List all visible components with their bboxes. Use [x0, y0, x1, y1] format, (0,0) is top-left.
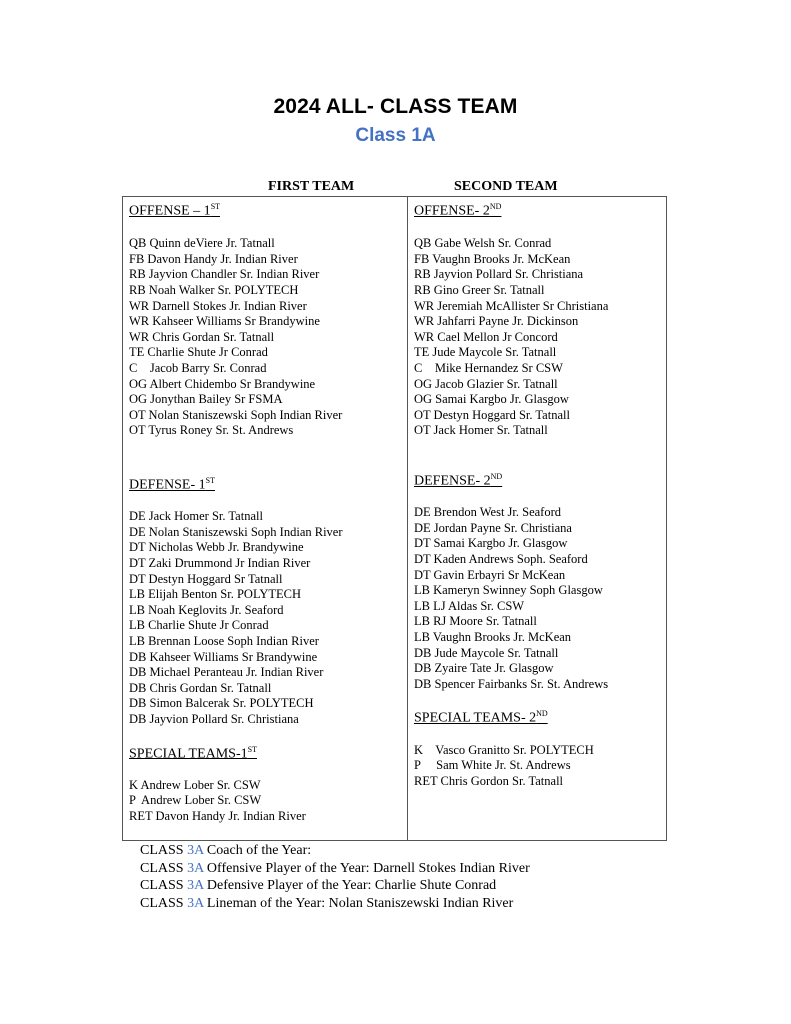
list-item: OG Albert Chidembo Sr Brandywine	[129, 376, 316, 391]
list-item: WR Cael Mellon Jr Concord	[414, 329, 558, 344]
award-line	[140, 860, 530, 878]
award-prefix: CLASS	[140, 843, 188, 858]
section-title: SPECIAL TEAMS- 2	[414, 711, 537, 726]
list-item: OT Destyn Hoggard Sr. Tatnall	[414, 407, 570, 422]
list-item: DT Zaki Drummond Jr Indian River	[129, 556, 311, 570]
list-item: FB Vaughn Brooks Jr. McKean	[414, 251, 571, 266]
list-item: WR Chris Gordan Sr. Tatnall	[129, 329, 275, 344]
first-team-column	[129, 197, 343, 825]
second-team-heading: SECOND TEAM	[454, 179, 558, 194]
award-text: Coach of the Year:	[203, 843, 312, 858]
list-item: RB Jayvion Pollard Sr. Christiana	[414, 267, 584, 282]
roster-table	[122, 196, 667, 841]
section-title: DEFENSE- 1	[129, 477, 206, 493]
list-item: DB Jayvion Pollard Sr. Christiana	[129, 711, 299, 726]
award-line	[140, 877, 530, 895]
award-text: Offensive Player of the Year: Darnell Stokes Indian River	[203, 860, 530, 876]
list-item: WR Darnell Stokes Jr. Indian River	[129, 298, 307, 313]
second-team-column	[414, 197, 608, 789]
player-list	[414, 743, 608, 790]
section-title: DEFENSE- 2	[414, 473, 491, 489]
page-subtitle: Class 1A	[355, 125, 436, 146]
list-item: LB Kameryn Swinney Soph Glasgow	[414, 583, 603, 598]
list-item: OG Jacob Glazier Sr. Tatnall	[414, 376, 558, 391]
section-heading	[129, 473, 343, 493]
list-item: DB Kahseer Williams Sr Brandywine	[129, 649, 318, 664]
player-list	[129, 509, 343, 727]
list-item: DB Chris Gordan Sr. Tatnall	[129, 680, 272, 695]
award-text: Defensive Player of the Year: Charlie Shute Conrad	[203, 878, 497, 894]
list-item: QB Quinn deViere Jr. Tatnall	[129, 236, 275, 251]
section-ordinal: ST	[210, 202, 221, 211]
section-heading	[414, 469, 608, 489]
award-class: 3A	[187, 860, 204, 876]
section-heading	[129, 199, 343, 219]
section-title: SPECIAL TEAMS-1	[129, 746, 248, 762]
column-divider	[407, 197, 408, 840]
list-item: DB Michael Peranteau Jr. Indian River	[129, 665, 324, 680]
player-list	[129, 778, 343, 825]
list-item: OT Tyrus Roney Sr. St. Andrews	[129, 423, 294, 438]
section-ordinal: ND	[490, 471, 503, 481]
player-list	[129, 236, 343, 439]
list-item: LB Elijah Benton Sr. POLYTECH	[129, 587, 302, 602]
list-item: WR Kahseer Williams Sr Brandywine	[129, 314, 320, 329]
list-item: LB LJ Aldas Sr. CSW	[414, 598, 525, 613]
section-ordinal: ST	[247, 744, 257, 754]
section-heading	[414, 706, 608, 726]
list-item: LB Charlie Shute Jr Conrad	[129, 618, 269, 633]
award-prefix: CLASS	[140, 878, 188, 894]
list-item: WR Jahfarri Payne Jr. Dickinson	[414, 314, 579, 329]
page-title: 2024 ALL- CLASS TEAM	[273, 95, 518, 118]
list-item: OT Nolan Staniszewski Soph Indian River	[129, 407, 343, 422]
list-item: LB Brennan Loose Soph Indian River	[129, 633, 319, 648]
award-class: 3A	[187, 878, 204, 894]
section-ordinal: ND	[536, 709, 548, 719]
award-class: 3A	[187, 895, 204, 911]
list-item: RB Gino Greer Sr. Tatnall	[414, 283, 545, 298]
list-item: K Andrew Lober Sr. CSW	[129, 777, 261, 792]
award-prefix: CLASS	[140, 895, 188, 911]
list-item: DT Kaden Andrews Soph. Seaford	[414, 552, 588, 566]
list-item: FB Davon Handy Jr. Indian River	[129, 251, 298, 266]
list-item: DB Jude Maycole Sr. Tatnall	[414, 645, 559, 660]
list-item: TE Jude Maycole Sr. Tatnall	[414, 345, 557, 360]
section-heading	[414, 199, 608, 219]
section-title: OFFENSE – 1	[129, 203, 211, 219]
player-list	[414, 236, 608, 439]
section-ordinal: ST	[205, 475, 215, 485]
list-item: DB Simon Balcerak Sr. POLYTECH	[129, 696, 314, 711]
list-item: DE Nolan Staniszewski Soph Indian River	[129, 524, 343, 539]
player-list	[414, 505, 608, 692]
list-item: RET Davon Handy Jr. Indian River	[129, 808, 306, 823]
list-item: TE Charlie Shute Jr Conrad	[129, 345, 268, 360]
list-item: DT Samai Kargbo Jr. Glasgow	[414, 536, 568, 551]
list-item: DE Jack Homer Sr. Tatnall	[129, 509, 263, 524]
list-item: DE Jordan Payne Sr. Christiana	[414, 520, 572, 535]
list-item: LB Vaughn Brooks Jr. McKean	[414, 629, 572, 644]
section-title: OFFENSE- 2	[414, 203, 490, 219]
list-item: QB Gabe Welsh Sr. Conrad	[414, 236, 552, 251]
section-ordinal: ND	[489, 202, 502, 211]
first-team-heading: FIRST TEAM	[268, 179, 355, 194]
list-item: RB Jayvion Chandler Sr. Indian River	[129, 267, 320, 282]
award-class: 3A	[187, 843, 204, 858]
list-item: WR Jeremiah McAllister Sr Christiana	[414, 298, 609, 313]
list-item: RB Noah Walker Sr. POLYTECH	[129, 283, 299, 298]
list-item: C Mike Hernandez Sr CSW	[414, 361, 563, 375]
list-item: C Jacob Barry Sr. Conrad	[129, 361, 267, 375]
list-item: DB Zyaire Tate Jr. Glasgow	[414, 661, 554, 676]
award-prefix: CLASS	[140, 860, 188, 876]
award-line	[140, 895, 530, 913]
award-line	[140, 842, 530, 860]
list-item: DB Spencer Fairbanks Sr. St. Andrews	[414, 676, 609, 691]
list-item: RET Chris Gordon Sr. Tatnall	[414, 773, 564, 788]
list-item: P Sam White Jr. St. Andrews	[414, 758, 571, 773]
list-item: OT Jack Homer Sr. Tatnall	[414, 423, 548, 438]
list-item: DT Nicholas Webb Jr. Brandywine	[129, 540, 304, 555]
awards-list	[140, 842, 530, 912]
list-item: OG Samai Kargbo Jr. Glasgow	[414, 392, 569, 407]
list-item: OG Jonythan Bailey Sr FSMA	[129, 392, 283, 407]
list-item: K Vasco Granitto Sr. POLYTECH	[414, 742, 594, 757]
list-item: DT Destyn Hoggard Sr Tatnall	[129, 571, 283, 586]
list-item: DT Gavin Erbayri Sr McKean	[414, 567, 566, 582]
award-text: Lineman of the Year: Nolan Staniszewski Indian River	[203, 895, 514, 911]
list-item: LB Noah Keglovits Jr. Seaford	[129, 602, 284, 617]
section-heading	[129, 742, 343, 762]
list-item: P Andrew Lober Sr. CSW	[129, 793, 262, 808]
list-item: LB RJ Moore Sr. Tatnall	[414, 614, 537, 629]
list-item: DE Brendon West Jr. Seaford	[414, 505, 562, 520]
